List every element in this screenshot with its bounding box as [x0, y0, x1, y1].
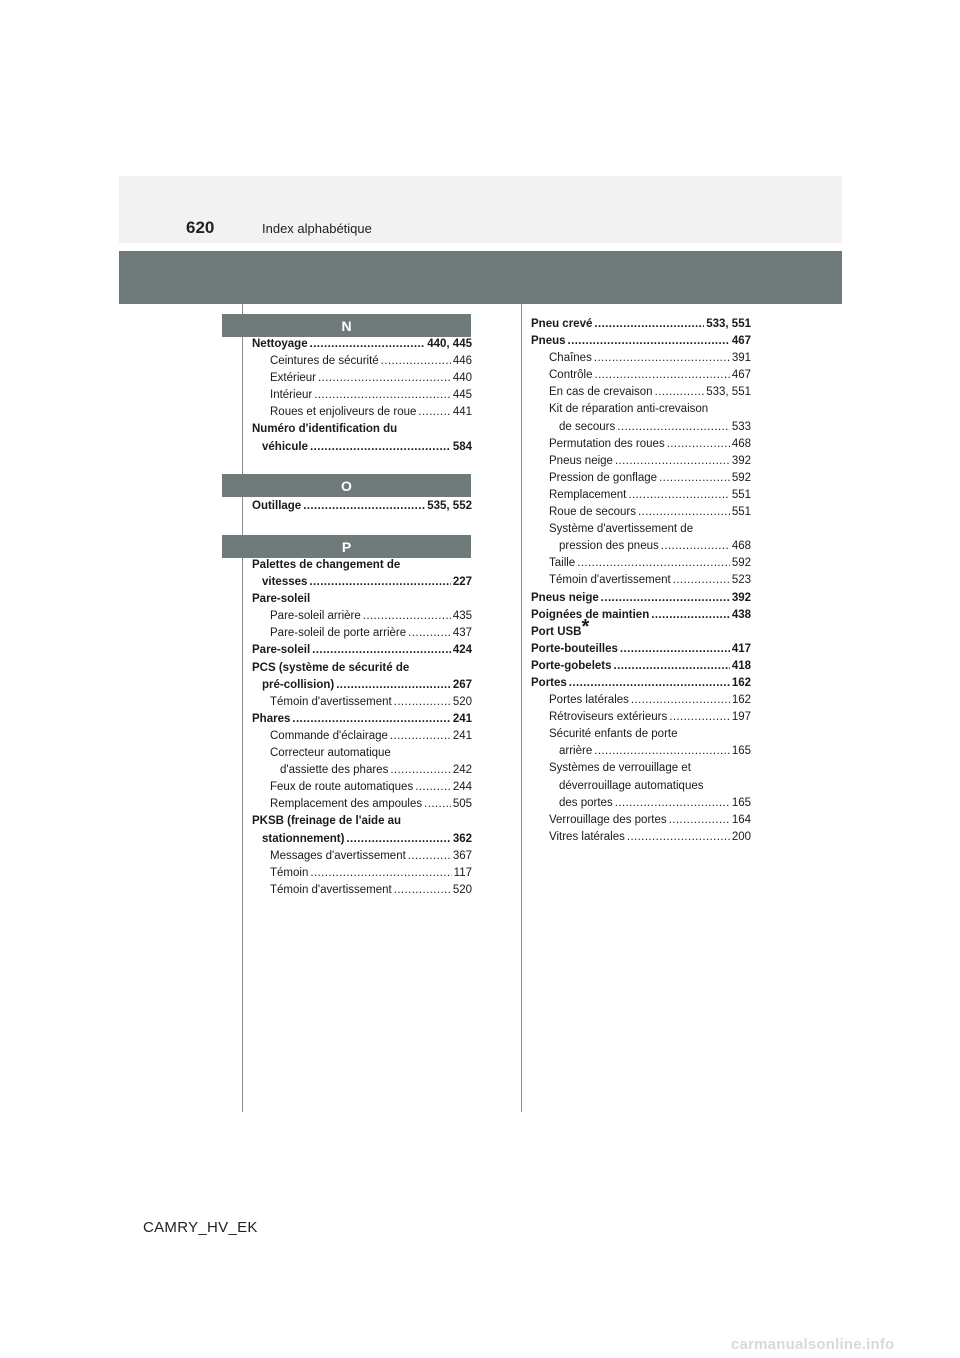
index-entry-label: arrière	[559, 745, 593, 758]
dot-leader	[594, 316, 704, 333]
dot-leader	[669, 709, 730, 726]
index-entry-page: 200	[731, 830, 751, 843]
index-entry-label: Portes	[531, 676, 567, 689]
index-entry	[531, 692, 751, 709]
index-entry-page: 438	[731, 608, 751, 621]
index-entry	[252, 677, 472, 694]
dot-leader	[568, 333, 730, 350]
index-entry	[531, 504, 751, 521]
index-entry	[531, 812, 751, 829]
index-entry-label: Roues et enjoliveurs de roue	[270, 406, 417, 419]
index-entry-page: 392	[731, 454, 751, 467]
watermark: carmanualsonline.info	[731, 1336, 895, 1353]
index-entry	[531, 572, 751, 589]
index-entry-label: Intérieur	[270, 389, 313, 402]
index-entry-label: pré-collision)	[262, 678, 335, 691]
dot-leader	[569, 675, 730, 692]
header-light-band	[119, 176, 842, 243]
index-entry-page: 446	[452, 355, 472, 368]
index-entry-label: vitesses	[262, 576, 308, 589]
index-entry	[531, 487, 751, 504]
index-entry	[531, 316, 751, 333]
dot-leader	[651, 607, 730, 624]
dot-leader	[669, 812, 730, 829]
dot-leader	[655, 384, 705, 401]
index-entry-label: Système d'avertissement de	[549, 523, 694, 536]
index-entry-label: Correcteur automatique	[270, 747, 391, 760]
index-entry	[252, 882, 472, 899]
index-entry-label: Kit de réparation anti-crevaison	[549, 403, 709, 416]
dot-leader	[303, 498, 425, 515]
dot-leader	[620, 641, 730, 658]
index-entry	[531, 829, 751, 846]
index-entry	[252, 779, 472, 796]
index-entry-page: 165	[731, 796, 751, 809]
dot-leader	[418, 404, 450, 421]
index-entry	[531, 795, 751, 812]
index-entry-label: Témoin	[270, 866, 309, 879]
index-entry	[531, 760, 751, 777]
index-entry-page: 533, 551	[706, 386, 751, 399]
dot-leader	[627, 829, 730, 846]
index-entry	[252, 831, 472, 848]
index-entry	[531, 436, 751, 453]
dot-leader	[292, 711, 450, 728]
dot-leader	[594, 367, 729, 384]
index-entry	[531, 350, 751, 367]
index-list-p	[252, 557, 472, 899]
index-entry	[252, 762, 472, 779]
index-entry	[252, 336, 472, 353]
index-entry-page: 367	[452, 849, 472, 862]
dot-leader	[577, 555, 730, 572]
dot-leader	[312, 642, 451, 659]
column-divider-left	[242, 304, 243, 1112]
index-entry	[252, 813, 472, 830]
index-entry-label: Extérieur	[270, 372, 317, 385]
dot-leader	[309, 574, 450, 591]
index-entry-page: 440	[452, 372, 472, 385]
index-entry	[531, 743, 751, 760]
index-entry	[252, 625, 472, 642]
index-entry-page: 197	[731, 711, 751, 724]
dot-leader	[614, 658, 730, 675]
index-entry	[252, 498, 472, 515]
section-letter-o: O	[222, 474, 471, 497]
index-entry	[252, 660, 472, 677]
dot-leader	[601, 590, 730, 607]
index-entry-label: Porte-gobelets	[531, 659, 612, 672]
index-entry-page: 391	[731, 352, 751, 365]
index-entry-label: Systèmes de verrouillage et	[549, 762, 691, 775]
index-entry-page: 437	[452, 627, 472, 640]
index-entry-page: 392	[731, 591, 751, 604]
index-entry-label: Chaînes	[549, 352, 592, 365]
index-entry-label: Pneus neige	[531, 591, 599, 604]
index-entry-page: 117	[453, 866, 472, 879]
index-entry	[531, 778, 751, 795]
dot-leader	[408, 848, 451, 865]
header-dark-band	[119, 251, 842, 304]
index-entry-page: 244	[452, 781, 472, 794]
index-entry-page: 441	[452, 406, 472, 419]
dot-leader	[617, 419, 730, 436]
index-list-o	[252, 498, 472, 515]
index-entry-page: 551	[731, 488, 751, 501]
index-entry-label: Sécurité enfants de porte	[549, 728, 678, 741]
index-entry-page: 162	[731, 676, 751, 689]
index-entry-label: En cas de crevaison	[549, 386, 653, 399]
index-entry-label: Pare-soleil arrière	[270, 610, 361, 623]
dot-leader	[615, 453, 730, 470]
dot-leader	[390, 728, 451, 745]
index-entry	[252, 728, 472, 745]
index-entry	[531, 384, 751, 401]
index-entry	[252, 694, 472, 711]
section-letter-n: N	[222, 314, 471, 337]
index-entry-label: Pneu crevé	[531, 318, 593, 330]
dot-leader	[631, 692, 730, 709]
index-entry-page: 417	[731, 642, 751, 655]
index-list-n	[252, 336, 472, 456]
index-entry-page: 592	[731, 557, 751, 570]
index-entry-label: Outillage	[252, 500, 302, 512]
index-entry	[252, 574, 472, 591]
index-entry-label: Pare-soleil de porte arrière	[270, 627, 407, 640]
index-entry-label: déverrouillage automatiques	[559, 779, 704, 792]
dot-leader	[594, 350, 730, 367]
index-entry-page: 468	[731, 540, 751, 553]
index-entry-page: 468	[731, 437, 751, 450]
index-entry	[252, 591, 472, 608]
index-entry-label: Pneus	[531, 335, 566, 348]
index-entry-label: Port USB	[531, 625, 582, 638]
dot-leader	[310, 336, 426, 353]
dot-leader	[661, 538, 730, 555]
index-entry	[531, 521, 751, 538]
dot-leader	[381, 353, 451, 370]
index-entry-page: 440, 445	[427, 338, 472, 350]
index-entry-label: Rétroviseurs extérieurs	[549, 711, 668, 724]
dot-leader	[310, 439, 451, 456]
index-entry-page: 551	[731, 506, 751, 519]
footnote-star: *	[581, 615, 590, 638]
index-entry-page: 520	[452, 695, 472, 708]
index-entry	[252, 711, 472, 728]
index-entry-page: 523	[731, 574, 751, 587]
index-entry-label: Permutation des roues	[549, 437, 665, 450]
index-entry	[531, 367, 751, 384]
index-entry-page: 535, 552	[427, 500, 472, 512]
index-entry-page: 241	[452, 729, 472, 742]
index-entry-label: PKSB (freinage de l'aide au	[252, 815, 402, 828]
page-number: 620	[186, 218, 215, 237]
index-entry-page: 267	[452, 678, 472, 691]
index-entry-label: Palettes de changement de	[252, 559, 401, 571]
index-entry	[252, 353, 472, 370]
index-entry	[531, 453, 751, 470]
index-entry-label: Remplacement	[549, 488, 627, 501]
index-entry-page: 227	[452, 576, 472, 589]
index-entry	[531, 590, 751, 607]
index-entry-label: Témoin d'avertissement	[270, 883, 392, 896]
index-entry-label: Pression de gonflage	[549, 471, 658, 484]
index-entry-page: 242	[452, 764, 472, 777]
index-entry	[531, 555, 751, 572]
index-entry	[252, 796, 472, 813]
dot-leader	[394, 694, 451, 711]
index-entry	[531, 401, 751, 418]
dot-leader	[667, 436, 730, 453]
index-entry-label: Témoin d'avertissement	[270, 695, 392, 708]
index-entry-label: d'assiette des phares	[280, 764, 389, 777]
index-entry	[252, 421, 472, 438]
index-entry	[252, 387, 472, 404]
dot-leader	[408, 625, 451, 642]
index-entry-label: Roue de secours	[549, 506, 636, 519]
index-entry	[252, 745, 472, 762]
index-entry-page: 435	[452, 610, 472, 623]
dot-leader	[424, 796, 451, 813]
index-entry-page: 505	[452, 798, 472, 811]
index-entry-page: 424	[452, 644, 472, 657]
index-entry-label: Porte-bouteilles	[531, 642, 618, 655]
index-entry-label: Phares	[252, 712, 291, 725]
index-entry	[531, 658, 751, 675]
index-entry-page: 520	[452, 883, 472, 896]
index-entry	[531, 675, 751, 692]
dot-leader	[415, 779, 451, 796]
dot-leader	[628, 487, 729, 504]
index-entry	[531, 709, 751, 726]
index-entry-page: 165	[731, 745, 751, 758]
index-entry-label: stationnement)	[262, 832, 345, 845]
dot-leader	[615, 795, 730, 812]
index-entry-label: Remplacement des ampoules	[270, 798, 423, 811]
index-entry-page: 467	[731, 369, 751, 382]
index-entry	[531, 538, 751, 555]
index-entry	[531, 615, 751, 641]
index-entry-page: 241	[452, 712, 472, 725]
dot-leader	[318, 370, 451, 387]
section-title: Index alphabétique	[262, 221, 372, 236]
index-entry-label: Vitres latérales	[549, 830, 625, 843]
index-entry	[252, 608, 472, 625]
index-entry	[252, 439, 472, 456]
index-entry	[531, 641, 751, 658]
index-entry	[252, 848, 472, 865]
index-entry-label: Ceintures de sécurité	[270, 355, 379, 368]
index-entry-label: Numéro d'identification du	[252, 423, 398, 436]
dot-leader	[394, 882, 451, 899]
index-entry-label: Témoin d'avertissement	[549, 574, 671, 587]
column-divider-middle	[521, 304, 522, 1112]
section-letter-p: P	[222, 535, 471, 558]
model-code: CAMRY_HV_EK	[143, 1219, 258, 1236]
dot-leader	[314, 387, 451, 404]
index-entry-label: véhicule	[262, 440, 309, 453]
index-entry	[252, 557, 472, 574]
index-entry-label: Portes latérales	[549, 694, 629, 707]
dot-leader	[673, 572, 730, 589]
index-entry-label: pression des pneus	[559, 540, 659, 553]
dot-leader	[638, 504, 730, 521]
index-entry-page: 362	[452, 832, 472, 845]
index-entry-label: Pare-soleil	[252, 593, 311, 606]
dot-leader	[363, 608, 451, 625]
dot-leader	[594, 743, 730, 760]
index-entry-label: Taille	[549, 557, 576, 570]
index-entry-page: 467	[731, 335, 751, 348]
dot-leader	[390, 762, 450, 779]
index-entry-page: 418	[731, 659, 751, 672]
index-entry-label: Contrôle	[549, 369, 593, 382]
dot-leader	[659, 470, 730, 487]
index-entry-label: Pare-soleil	[252, 644, 311, 657]
dot-leader	[346, 831, 450, 848]
index-entry-page: 533, 551	[706, 318, 751, 330]
index-entry-label: Verrouillage des portes	[549, 813, 667, 826]
index-entry-label: Poignées de maintien	[531, 608, 650, 621]
index-entry	[531, 333, 751, 350]
index-entry-label: Messages d'avertissement	[270, 849, 406, 862]
index-entry-label: Nettoyage	[252, 338, 308, 350]
index-entry	[252, 642, 472, 659]
index-entry-label: Feux de route automatiques	[270, 781, 414, 794]
index-entry-label: Commande d'éclairage	[270, 729, 388, 742]
index-entry-label: des portes	[559, 796, 613, 809]
index-entry-page: 162	[731, 694, 751, 707]
dot-leader	[336, 677, 451, 694]
dot-leader	[310, 865, 451, 882]
index-entry	[252, 404, 472, 421]
index-entry-label: PCS (système de sécurité de	[252, 661, 410, 674]
index-entry-label: Pneus neige	[549, 454, 613, 467]
index-entry	[531, 470, 751, 487]
index-list-right	[531, 316, 751, 846]
index-entry-page: 592	[731, 471, 751, 484]
index-entry-label: de secours	[559, 420, 616, 433]
index-entry	[252, 865, 472, 882]
index-entry	[531, 607, 751, 624]
index-entry-page: 445	[452, 389, 472, 402]
index-entry-page: 584	[452, 440, 472, 453]
index-entry	[531, 726, 751, 743]
index-entry-page: 164	[731, 813, 751, 826]
index-entry-page: 533	[731, 420, 751, 433]
index-entry	[531, 419, 751, 436]
index-entry	[252, 370, 472, 387]
